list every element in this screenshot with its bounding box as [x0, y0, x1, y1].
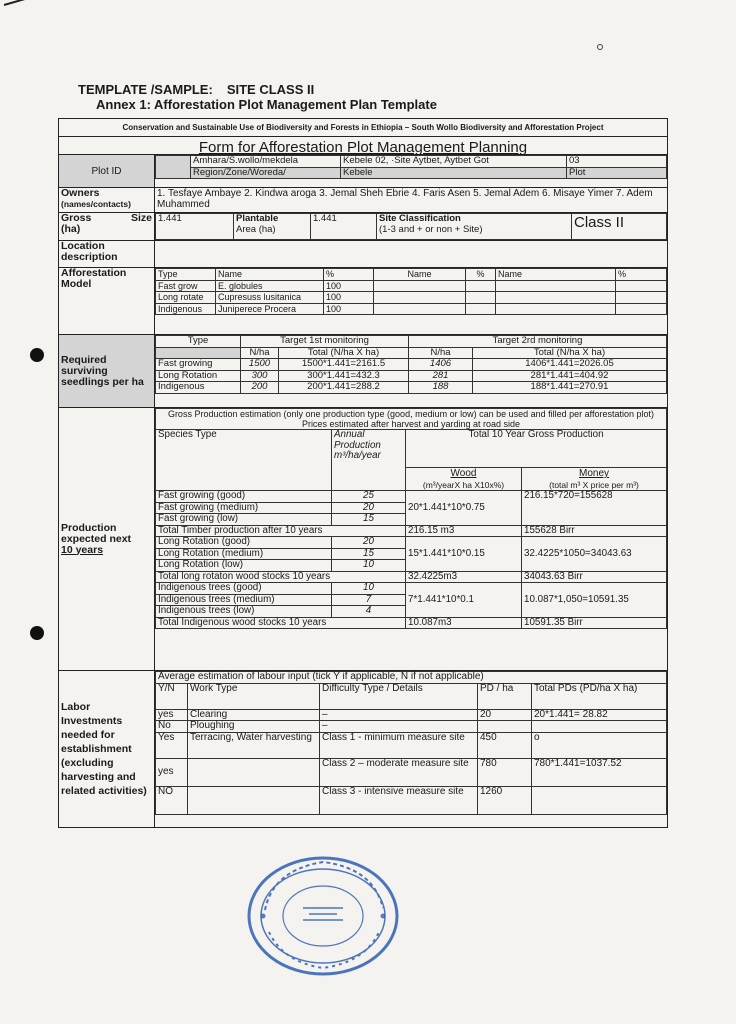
nha-header-2: N/ha [409, 347, 473, 359]
labor-header-pd: PD / ha [478, 683, 532, 709]
region-value: Amhara/S.wollo/mekdela [191, 156, 341, 168]
seedling-row-n2: 281 [409, 370, 473, 382]
location-label: Location description [59, 241, 155, 268]
production-total-wood: 10.087m3 [406, 617, 522, 629]
labor-header-yn: Y/N [156, 683, 188, 709]
production-total-money: 34043.63 Birr [522, 571, 667, 583]
labor-cell [155, 671, 668, 828]
production-row-wood: 15*1.441*10*0.15 [406, 537, 522, 572]
production-total-label: Total Timber production after 10 years [156, 525, 406, 537]
planning-form [58, 118, 667, 862]
punch-hole-bottom [30, 626, 44, 640]
model-header-name-2: Name [374, 269, 466, 281]
labor-header-total: Total PDs (PD/ha X ha) [532, 683, 667, 709]
seedling-row-n1: 1500 [241, 359, 279, 371]
model-row-pct: 100 [324, 280, 374, 292]
model-row-type: Indigenous [156, 303, 216, 315]
project-title: Conservation and Sustainable Use of Biodiversity and Forests in Ethiopia – South Wollo Biodiversity and Afforestation Project [59, 119, 668, 137]
seedling-row-n1: 200 [241, 382, 279, 394]
target-2-header: Target 2rd monitoring [409, 336, 667, 348]
nha-header-1: N/ha [241, 347, 279, 359]
punch-hole-top [30, 348, 44, 362]
production-total-money: 155628 Birr [522, 525, 667, 537]
labor-label: Labor Investments needed for establishment (excluding harvesting and related activities) [59, 671, 155, 828]
production-label: Production expected next 10 years [59, 408, 155, 671]
seedling-row-t1: 200*1.441=288.2 [279, 382, 409, 394]
production-row-money: 32.4225*1050=34043.63 [522, 537, 667, 572]
labor-header-difficulty: Difficulty Type / Details [320, 683, 478, 709]
production-row-annual: 10 [332, 583, 406, 595]
labor-row-pd: 1260 [478, 786, 532, 814]
gross-size-value: 1.441 [156, 214, 234, 240]
paper-spot [597, 44, 603, 50]
labor-row-work [188, 758, 320, 786]
size-cell [155, 213, 668, 241]
production-total-wood: 32.4225m3 [406, 571, 522, 583]
seedling-row-t1: 1500*1.441=2161.5 [279, 359, 409, 371]
model-header-pct: % [324, 269, 374, 281]
labor-row-yn: yes [156, 758, 188, 786]
production-total-label: Total Indigenous wood stocks 10 years [156, 617, 406, 629]
labor-row-total: 20*1.441= 28.82 [532, 709, 667, 721]
plot-number: 03 [567, 156, 667, 168]
model-row-name: Cupresuss lusitanica [216, 292, 324, 304]
labor-row-total: 780*1.441=1037.52 [532, 758, 667, 786]
production-row-annual: 20 [332, 537, 406, 549]
labor-row-yn: yes [156, 709, 188, 721]
site-classification-label: Site Classification (1-3 and + or non + Site) [377, 214, 572, 240]
plot-id-cell [155, 155, 668, 188]
production-row-label: Fast growing (low) [156, 514, 332, 526]
labor-row-pd: 780 [478, 758, 532, 786]
total-header-1: Total (N/ha X ha) [279, 347, 409, 359]
labor-row-yn: NO [156, 786, 188, 814]
kebele-value: Kebele 02, ·Site Aytbet, Aytbet Got [341, 156, 567, 168]
labor-row-work: Clearing [188, 709, 320, 721]
plot-id-label: Plot ID [59, 155, 155, 188]
seedling-row-t2: 1406*1.441=2026.05 [473, 359, 667, 371]
production-row-label: Indigenous trees (medium) [156, 594, 332, 606]
production-row-wood: 7*1.441*10*0.1 [406, 583, 522, 618]
labor-row-total [532, 786, 667, 814]
pen-mark [4, 0, 49, 6]
plantable-area-value: 1.441 [311, 214, 377, 240]
labor-row-difficulty: Class 3 - intensive measure site [320, 786, 478, 814]
model-header-pct-3: % [616, 269, 667, 281]
production-row-wood: 20*1.441*10*0.75 [406, 491, 522, 526]
production-total-label: Total long rotaton wood stocks 10 years [156, 571, 406, 583]
gross-size-label: Gross Size (ha) [59, 213, 155, 241]
labor-row-pd: 450 [478, 732, 532, 758]
kebele-label: Kebele [341, 167, 567, 179]
model-header-type: Type [156, 269, 216, 281]
production-row-label: Long Rotation (medium) [156, 548, 332, 560]
site-class-value: Class II [572, 214, 667, 240]
production-row-annual: 20 [332, 502, 406, 514]
model-row-type: Fast grow [156, 280, 216, 292]
production-row-label: Long Rotation (low) [156, 560, 332, 572]
region-label: Region/Zone/Woreda/ [191, 167, 341, 179]
production-row-label: Long Rotation (good) [156, 537, 332, 549]
model-header-name: Name [216, 269, 324, 281]
production-note: Gross Production estimation (only one production type (good, medium or low) can be used and filled per afforestation plot) Prices estimated after harvest and yarding at road side [156, 409, 667, 430]
template-heading: TEMPLATE /SAMPLE: SITE CLASS II [78, 82, 315, 97]
production-row-annual: 10 [332, 560, 406, 572]
production-row-annual: 7 [332, 594, 406, 606]
production-row-label: Indigenous trees (good) [156, 583, 332, 595]
seedlings-label: Required surviving seedlings per ha [59, 335, 155, 408]
production-row-annual: 15 [332, 514, 406, 526]
production-row-label: Fast growing (medium) [156, 502, 332, 514]
seedling-row-n2: 188 [409, 382, 473, 394]
labor-note: Average estimation of labour input (tick Y if applicable, N if not applicable) [156, 672, 667, 684]
seedling-row-type: Long Rotation [156, 370, 241, 382]
production-cell [155, 408, 668, 671]
production-total-money: 10591.35 Birr [522, 617, 667, 629]
total-header-2: Total (N/ha X ha) [473, 347, 667, 359]
production-row-annual: 15 [332, 548, 406, 560]
production-row-label: Indigenous trees (low) [156, 606, 332, 618]
labor-header-work: Work Type [188, 683, 320, 709]
labor-row-difficulty: Class 1 - minimum measure site [320, 732, 478, 758]
production-row-annual: 4 [332, 606, 406, 618]
labor-row-total: o [532, 732, 667, 758]
labor-row-yn: Yes [156, 732, 188, 758]
annex-title: Annex 1: Afforestation Plot Management Plan Template [96, 97, 437, 112]
form-table [58, 118, 668, 828]
seedling-row-type: Fast growing [156, 359, 241, 371]
seedling-row-type: Indigenous [156, 382, 241, 394]
seedlings-type-header: Type [156, 336, 241, 348]
labor-row-pd: 20 [478, 709, 532, 721]
plot-spacer [156, 156, 191, 179]
production-row-label: Fast growing (good) [156, 491, 332, 503]
labor-row-work: Terracing, Water harvesting [188, 732, 320, 758]
labor-row-yn: No [156, 721, 188, 733]
location-value [155, 241, 668, 268]
labor-row-difficulty: – [320, 721, 478, 733]
owners-label: Owners (names/contacts) [59, 188, 155, 213]
wood-header: Wood (m³/yearX ha X10x%) [406, 468, 522, 491]
model-row-pct: 100 [324, 292, 374, 304]
model-header-name-3: Name [496, 269, 616, 281]
model-row-name: Juniperece Procera [216, 303, 324, 315]
official-stamp [243, 850, 407, 980]
labor-row-work: Ploughing [188, 721, 320, 733]
model-row-pct: 100 [324, 303, 374, 315]
annual-production-header: Annual Production m³/ha/year [332, 430, 406, 491]
production-row-money: 216.15*720=155628 [522, 491, 667, 526]
model-row-type: Long rotate [156, 292, 216, 304]
owners-value: 1. Tesfaye Ambaye 2. Kindwa aroga 3. Jemal Sheh Ebrie 4. Faris Asen 5. Jemal Adem 6. Misaye Yimer 7. Adem Muhammed [155, 188, 668, 213]
seedling-row-t1: 300*1.441=432.3 [279, 370, 409, 382]
money-header: Money (total m³ X price per m³) [522, 468, 667, 491]
seedlings-cell [155, 335, 668, 408]
labor-row-difficulty: Class 2 – moderate measure site [320, 758, 478, 786]
afforestation-model-label: Afforestation Model [59, 268, 155, 335]
production-row-annual: 25 [332, 491, 406, 503]
target-1-header: Target 1st monitoring [241, 336, 409, 348]
plantable-area-label: Plantable Area (ha) [234, 214, 311, 240]
labor-row-pd [478, 721, 532, 733]
production-total-wood: 216.15 m3 [406, 525, 522, 537]
gross-production-header: Total 10 Year Gross Production [406, 430, 667, 468]
labor-row-total [532, 721, 667, 733]
seedling-row-n2: 1406 [409, 359, 473, 371]
labor-row-work [188, 786, 320, 814]
production-row-money: 10.087*1,050=10591.35 [522, 583, 667, 618]
labor-row-difficulty: – [320, 709, 478, 721]
form-title: Form for Afforestation Plot Management Planning [59, 137, 668, 155]
plot-label: Plot [567, 167, 667, 179]
model-header-pct-2: % [466, 269, 496, 281]
seedling-row-t2: 188*1.441=270.91 [473, 382, 667, 394]
seedling-row-n1: 300 [241, 370, 279, 382]
species-type-header: Species Type [156, 430, 332, 491]
model-row-name: E. globules [216, 280, 324, 292]
seedling-row-t2: 281*1.441=404.92 [473, 370, 667, 382]
model-cell [155, 268, 668, 335]
